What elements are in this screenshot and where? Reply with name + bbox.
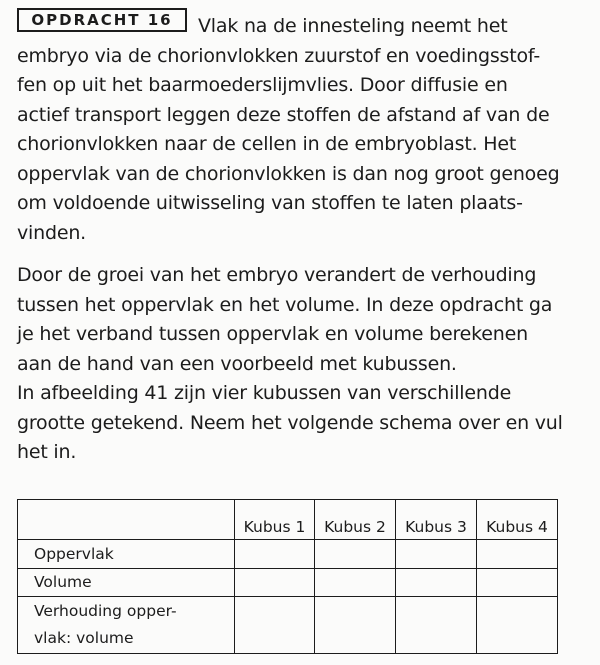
text-line: chorionvlokken naar de cellen in de embryoblast. Het [17,133,517,155]
row-label: Volume [18,569,235,597]
table-cell [396,569,477,597]
text-line: Vlak na de innesteling neemt het [198,15,508,37]
text-line: In afbeelding 41 zijn vier kubussen van verschillende [17,382,512,404]
text-line: grootte getekend. Neem het volgende schema over en vul [17,411,563,434]
table-header-cell: Kubus 4 [477,500,558,540]
row-label: Oppervlak [18,540,235,569]
table-header-cell [18,500,235,540]
text-line: actief transport leggen deze stoffen de afstand af van de [17,103,550,126]
paragraph-instruction [17,379,597,468]
table-cell [235,540,315,569]
text-line: Door de groei van het embryo verandert de verhouding [17,264,537,286]
text-line: om voldoende uitwisseling van stoffen te laten plaats- [17,192,523,214]
text-line: vinden. [17,221,86,244]
table-cell [477,540,558,569]
table-cell [235,597,315,654]
paragraph-growth [17,261,597,379]
table-cell [396,597,477,654]
table-cell [315,569,396,597]
text-line: embryo via de chorionvlokken zuurstof en voedingsstof- [17,44,541,67]
table-header-row [18,500,558,540]
text-line: tussen het oppervlak en het volume. In deze opdracht ga [17,293,553,316]
text-line: je het verband tussen oppervlak en volume berekenen [17,323,528,345]
table-cell [477,597,558,654]
text-line: fen op uit het baarmoederslijmvlies. Door diffusie en [17,74,508,96]
exercise-label-text: OPDRACHT 16 [31,11,173,29]
table-cell [315,597,396,654]
scheme-table [17,499,558,654]
table-header-cell: Kubus 3 [396,500,477,540]
table-cell [235,569,315,597]
table-header-cell: Kubus 1 [235,500,315,540]
text-line: het in. [17,441,77,463]
table-row [18,569,558,597]
text-line: oppervlak van de chorionvlokken is dan nog groot genoeg [17,162,560,185]
table-cell [477,569,558,597]
table-header-cell: Kubus 2 [315,500,396,540]
table-row [18,540,558,569]
table-cell [396,540,477,569]
table-cell [315,540,396,569]
paragraph-intro [17,12,597,248]
table-row [18,597,558,654]
text-line: aan de hand van een voorbeeld met kubussen. [17,352,457,375]
row-label: Verhouding opper- vlak: volume [18,597,235,654]
